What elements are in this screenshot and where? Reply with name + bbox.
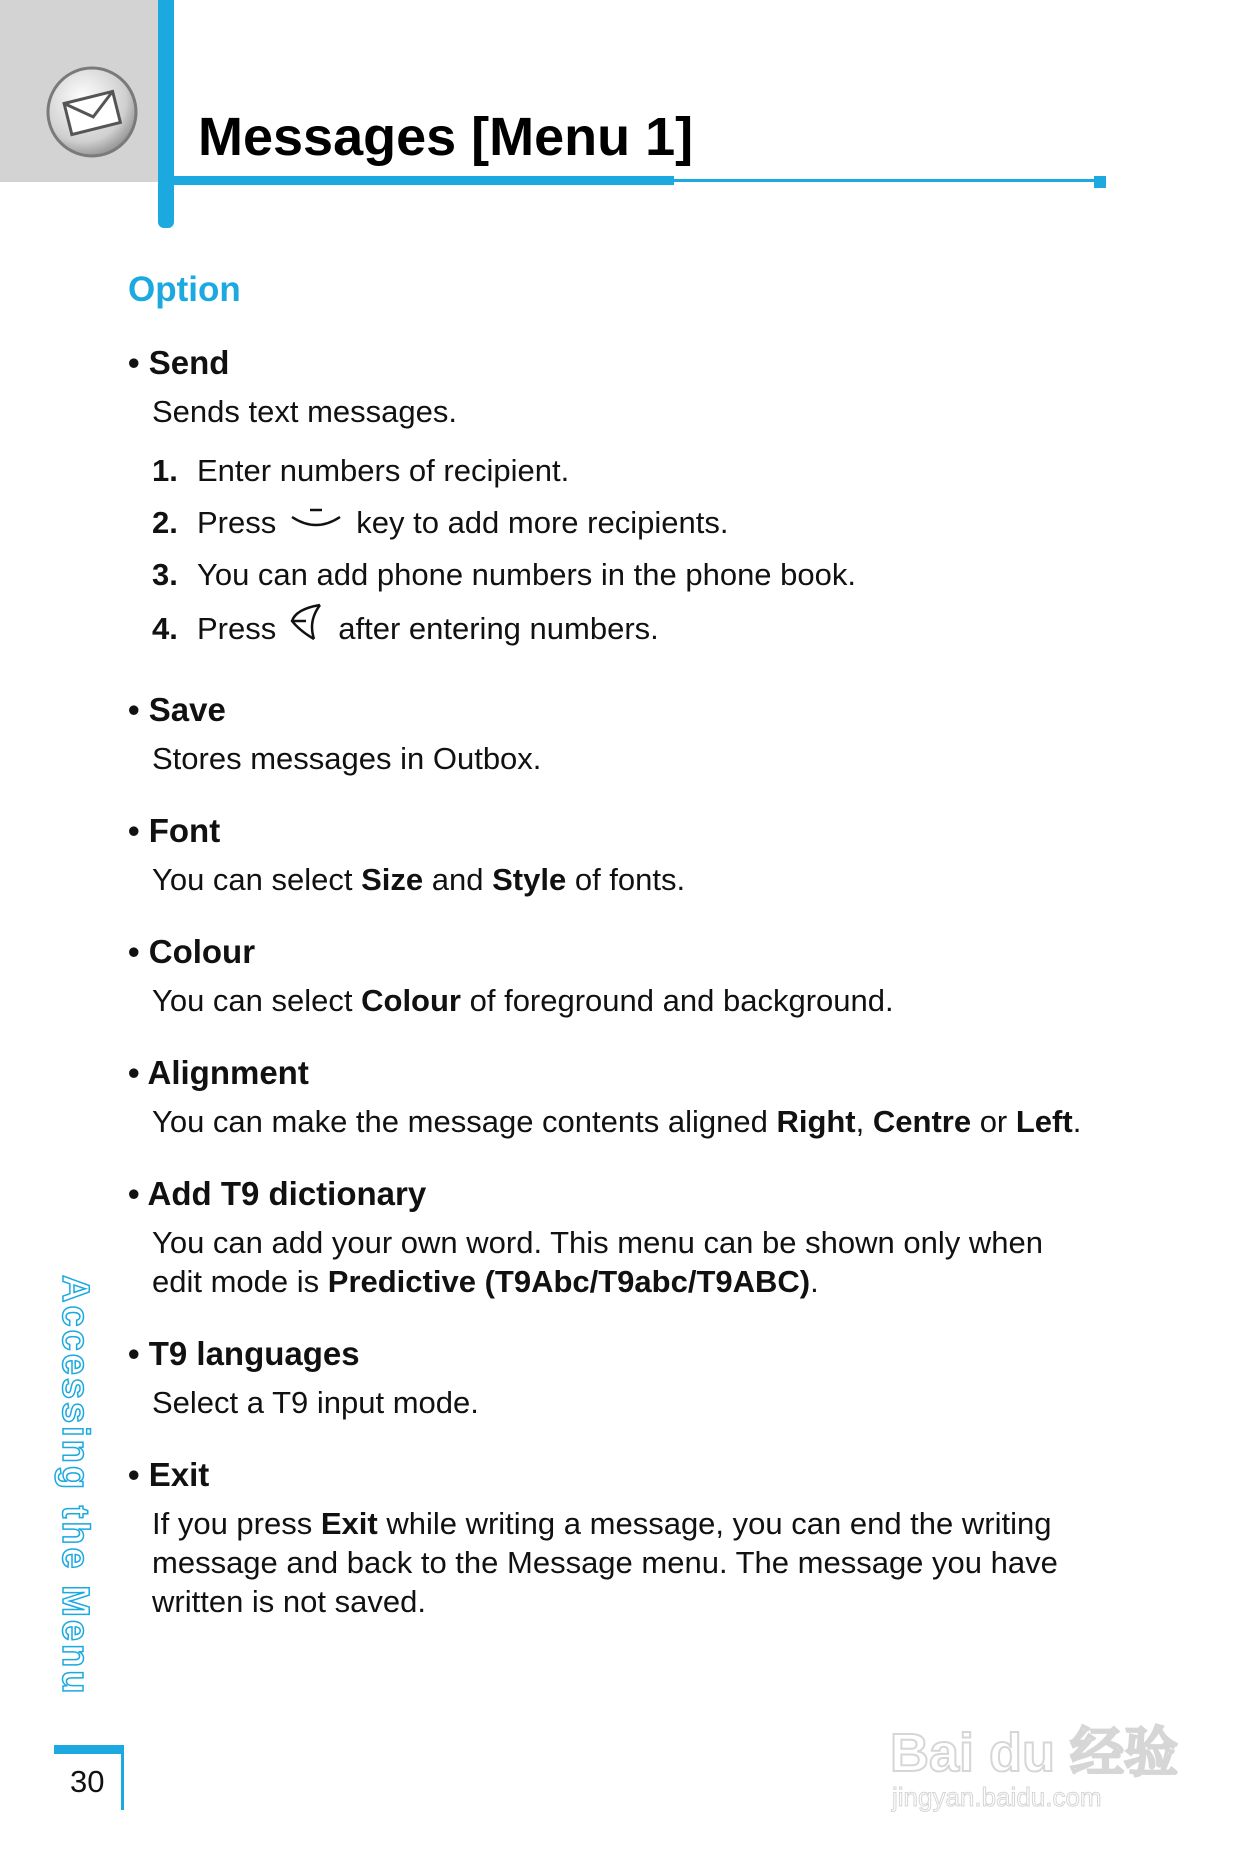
option-alignment — [128, 1054, 1098, 1141]
option-desc — [152, 1504, 1098, 1621]
nav-key-icon — [288, 497, 344, 549]
bold-term: Colour — [361, 983, 461, 1018]
bold-term: Predictive (T9Abc/T9abc/T9ABC) — [327, 1264, 811, 1299]
page-number-divider — [121, 1754, 124, 1810]
bold-term: Right — [776, 1104, 856, 1139]
title-underline — [174, 176, 674, 185]
option-desc: Select a T9 input mode. — [152, 1385, 479, 1420]
step-number: 1. — [152, 453, 178, 488]
option-send — [128, 344, 1098, 657]
option-desc — [152, 860, 1098, 899]
option-desc: Sends text messages. — [152, 394, 457, 429]
option-title-text: Exit — [148, 1456, 210, 1493]
option-title-text: Add T9 dictionary — [147, 1175, 427, 1212]
envelope-icon — [45, 65, 140, 160]
text-run: If you press — [152, 1506, 321, 1541]
text-run: . — [1072, 1104, 1082, 1139]
option-title: • Alignment — [128, 1054, 309, 1091]
watermark-sub: jingyan.baidu.com — [892, 1782, 1102, 1812]
list-item — [152, 497, 1098, 549]
list-item — [152, 445, 1098, 497]
option-title-text: Alignment — [147, 1054, 309, 1091]
step-text-pre: Press — [197, 611, 277, 646]
bold-term: Centre — [872, 1104, 972, 1139]
option-title: • Font — [128, 812, 221, 849]
send-steps — [152, 445, 1098, 657]
option-title-text: Font — [148, 812, 221, 849]
text-run: and — [423, 862, 493, 897]
option-title: • Send — [128, 344, 230, 381]
option-title: • Add T9 dictionary — [128, 1175, 427, 1212]
option-title-text: Save — [148, 691, 226, 728]
bold-term: Size — [361, 862, 424, 897]
bold-term: Style — [492, 862, 567, 897]
sidebar-chapter-label: Accessing the Menu — [54, 1275, 96, 1697]
step-text-post: key to add more recipients. — [356, 505, 729, 540]
text-run: You can select — [152, 983, 362, 1018]
text-run: You can add your own word. This menu can be shown only when edit mode is — [152, 1225, 1043, 1299]
title-underline-end — [1094, 176, 1106, 188]
text-run: You can make the message contents aligned — [152, 1104, 777, 1139]
option-title-text: Send — [148, 344, 230, 381]
option-desc — [152, 1223, 1098, 1301]
step-text: You can add phone numbers in the phone book. — [197, 557, 856, 592]
option-font — [128, 812, 1098, 899]
text-run: of foreground and background. — [461, 983, 894, 1018]
option-title: • Save — [128, 691, 226, 728]
bold-term: Left — [1015, 1104, 1073, 1139]
option-desc: Stores messages in Outbox. — [152, 741, 542, 776]
option-title: • T9 languages — [128, 1335, 360, 1372]
text-run: or — [971, 1104, 1016, 1139]
option-t9-languages — [128, 1335, 1098, 1422]
option-save — [128, 691, 1098, 778]
option-title: • Colour — [128, 933, 256, 970]
step-text: Enter numbers of recipient. — [197, 453, 570, 488]
option-desc — [152, 1102, 1098, 1141]
text-run: while writing a message, you can end the writing message and back to the Message menu. The message you have written is not saved. — [152, 1506, 1058, 1619]
option-t9-dictionary — [128, 1175, 1098, 1301]
page-number: 30 — [70, 1764, 105, 1799]
list-item — [152, 601, 1098, 657]
option-title: • Exit — [128, 1456, 210, 1493]
step-number: 4. — [152, 611, 178, 646]
option-desc — [152, 981, 1098, 1020]
option-exit — [128, 1456, 1098, 1621]
text-run: You can select — [152, 862, 362, 897]
text-run: , — [855, 1104, 873, 1139]
option-title-text: T9 languages — [148, 1335, 360, 1372]
bold-term: Exit — [320, 1506, 378, 1541]
main-content — [128, 270, 1098, 1655]
watermark-main: Bai du 经验 — [890, 1723, 1179, 1783]
step-text-post: after entering numbers. — [338, 611, 659, 646]
page-number-bar — [54, 1745, 124, 1754]
send-key-icon — [288, 601, 326, 657]
text-run: . — [810, 1264, 819, 1299]
text-run: of fonts. — [566, 862, 686, 897]
option-title-text: Colour — [148, 933, 256, 970]
step-number: 3. — [152, 557, 178, 592]
watermark — [880, 1690, 1180, 1830]
page-title: Messages [Menu 1] — [198, 107, 694, 167]
step-text-pre: Press — [197, 505, 277, 540]
option-colour — [128, 933, 1098, 1020]
title-underline-thin — [674, 179, 1100, 182]
list-item — [152, 549, 1098, 601]
header-vertical-bar — [158, 0, 174, 228]
step-number: 2. — [152, 505, 178, 540]
section-title: Option — [128, 270, 241, 309]
